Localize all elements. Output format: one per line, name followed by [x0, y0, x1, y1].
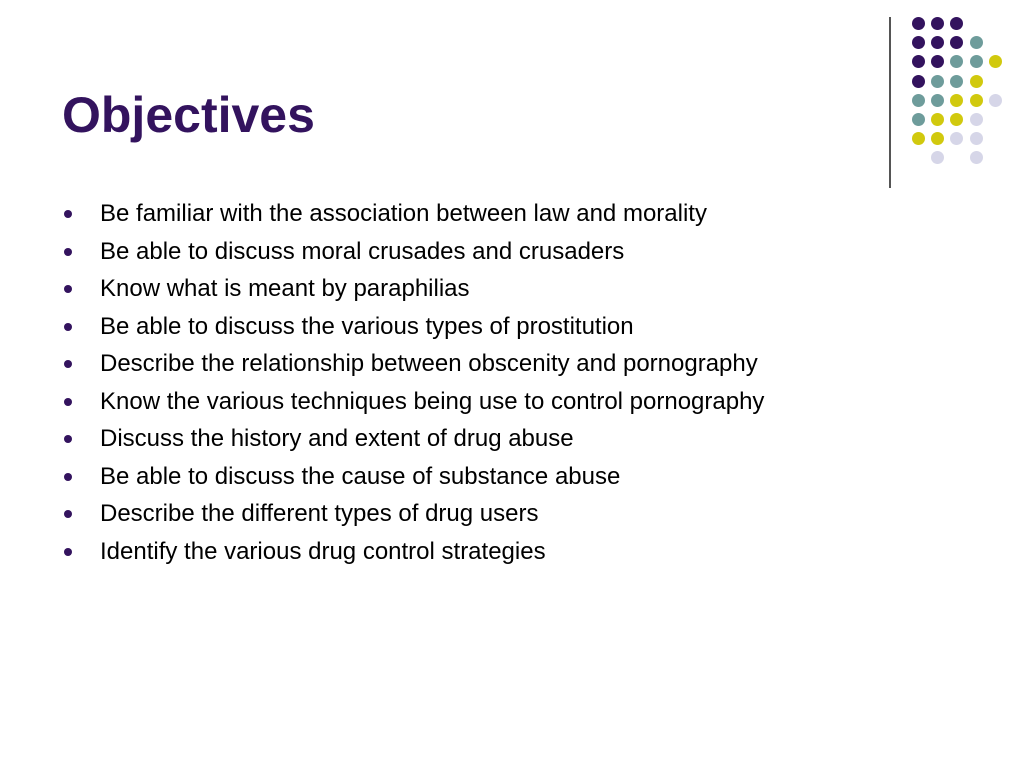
- bullet-icon: [64, 323, 72, 331]
- vertical-divider: [889, 17, 891, 188]
- slide-title: Objectives: [62, 87, 315, 143]
- bullet-text: Describe the different types of drug users: [100, 500, 539, 527]
- bullet-text: Be able to discuss the cause of substance abuse: [100, 462, 621, 490]
- bullet-text: Know what is meant by paraphilias: [100, 275, 470, 302]
- decorative-dot: [950, 17, 963, 30]
- bullet-text: Be familiar with the association between law and morality: [100, 200, 707, 227]
- decorative-dot: [931, 151, 944, 164]
- decorative-dot: [950, 55, 963, 68]
- bullet-icon: [64, 435, 72, 443]
- decorative-dot: [912, 36, 925, 49]
- list-item: [62, 533, 764, 571]
- list-item: [62, 458, 764, 496]
- bullet-icon: [64, 285, 72, 293]
- decorative-dot: [970, 113, 983, 126]
- bullet-text: Be able to discuss moral crusades and crusaders: [100, 237, 625, 265]
- bullet-icon: [64, 248, 72, 256]
- decorative-dot: [970, 55, 983, 68]
- decorative-dot: [931, 17, 944, 30]
- bullet-icon: [64, 473, 72, 481]
- decorative-dot: [912, 132, 925, 145]
- bullet-text: Describe the relationship between obscenity and pornography: [100, 350, 758, 377]
- decorative-dot: [950, 132, 963, 145]
- decorative-dot: [950, 36, 963, 49]
- decorative-dot: [970, 36, 983, 49]
- decorative-dot: [912, 17, 925, 30]
- decorative-dot: [950, 75, 963, 88]
- bullet-text: Know the various techniques being use to control pornography: [100, 387, 765, 415]
- bullet-text: Discuss the history and extent of drug abuse: [100, 425, 574, 452]
- bullet-icon: [64, 548, 72, 556]
- decorative-dot: [970, 151, 983, 164]
- decorative-dot: [970, 132, 983, 145]
- decorative-dot: [950, 113, 963, 126]
- objectives-list: [62, 195, 764, 570]
- list-item: [62, 383, 764, 421]
- decorative-dot: [931, 36, 944, 49]
- list-item: [62, 345, 764, 383]
- decorative-dot: [970, 75, 983, 88]
- decorative-dot: [912, 75, 925, 88]
- decorative-dot: [989, 94, 1002, 107]
- list-item: [62, 308, 764, 346]
- decorative-dot: [950, 94, 963, 107]
- list-item: [62, 270, 764, 308]
- decorative-dot: [931, 132, 944, 145]
- list-item: [62, 195, 764, 233]
- decorative-dot: [931, 55, 944, 68]
- decorative-dot: [912, 55, 925, 68]
- list-item: [62, 233, 764, 271]
- bullet-text: Identify the various drug control strategies: [100, 537, 546, 565]
- bullet-icon: [64, 398, 72, 406]
- bullet-icon: [64, 210, 72, 218]
- decorative-dot: [931, 75, 944, 88]
- decorative-dot: [989, 55, 1002, 68]
- decorative-dot: [970, 94, 983, 107]
- bullet-text: Be able to discuss the various types of prostitution: [100, 312, 634, 340]
- list-item: [62, 495, 764, 533]
- decorative-dot: [912, 94, 925, 107]
- bullet-icon: [64, 510, 72, 518]
- decorative-dot: [912, 113, 925, 126]
- decorative-dot: [931, 94, 944, 107]
- list-item: [62, 420, 764, 458]
- bullet-icon: [64, 360, 72, 368]
- decorative-dot: [931, 113, 944, 126]
